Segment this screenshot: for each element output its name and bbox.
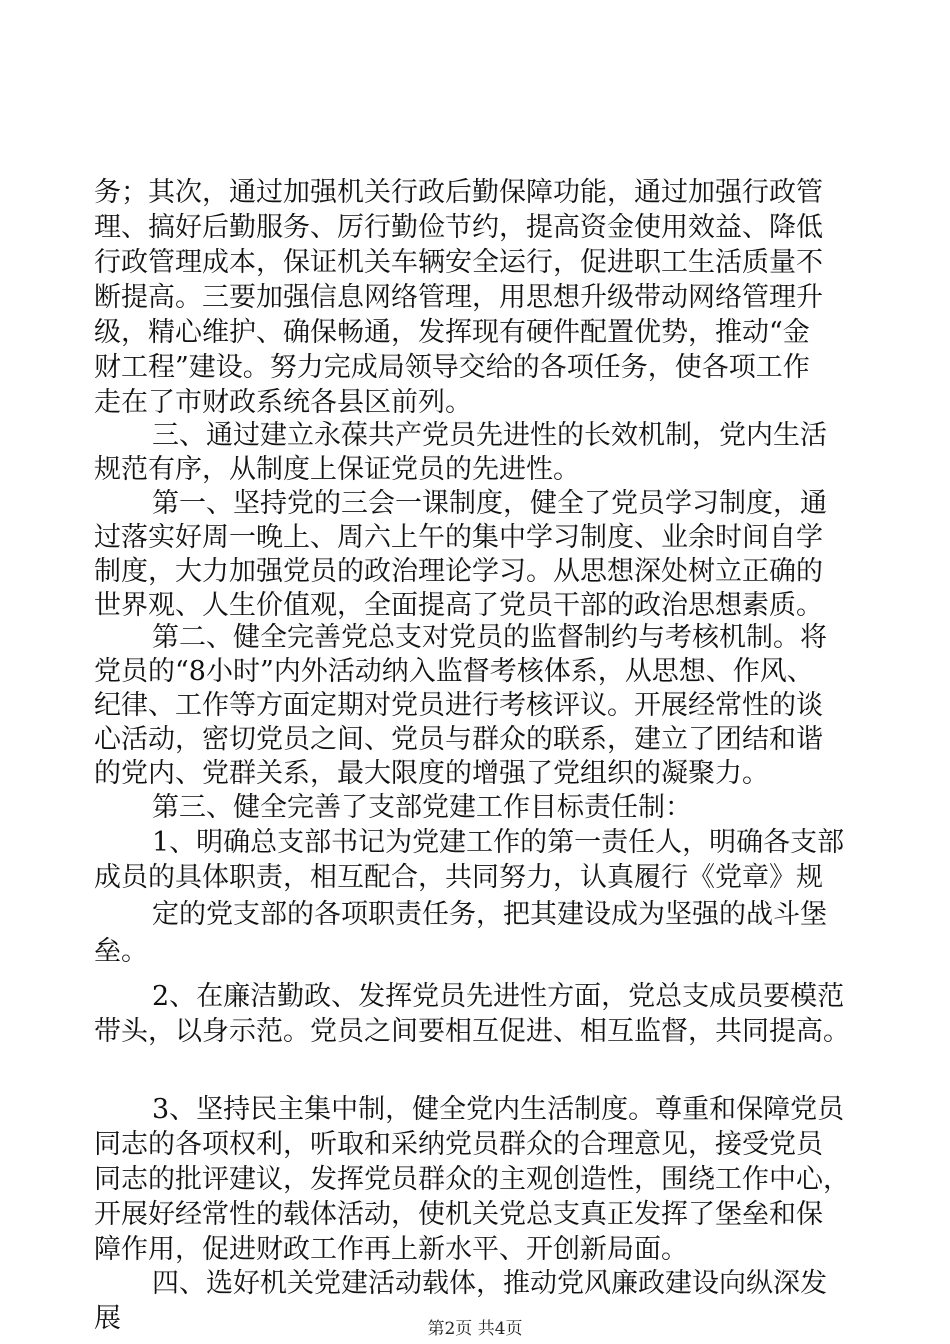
text-line: 心活动，密切党员之间、党员与群众的联系，建立了团结和谐 [94,724,823,755]
text-line: 3、坚持民主集中制，健全党内生活制度。尊重和保障党员 [152,1094,845,1125]
text-line: 1、明确总支部书记为党建工作的第一责任人，明确各支部 [152,827,845,858]
text-line: 走在了市财政系统各县区前列。 [94,387,472,418]
text-line: 务；其次，通过加强机关行政后勤保障功能，通过加强行政管 [94,177,823,208]
text-line: 同志的各项权利，听取和采纳党员群众的合理意见，接受党员 [94,1129,823,1160]
text-line: 制度，大力加强党员的政治理论学习。从思想深处树立正确的 [94,556,823,587]
text-line: 断提高。三要加强信息网络管理，用思想升级带动网络管理升 [94,282,823,313]
text-line: 级，精心维护、确保畅通，发挥现有硬件配置优势，推动“金 [94,317,810,348]
text-line: 纪律、工作等方面定期对党员进行考核评议。开展经常性的谈 [94,690,823,721]
text-line: 展 [94,1303,121,1334]
text-line: 世界观、人生价值观，全面提高了党员干部的政治思想素质。 [94,590,823,621]
text-line: 规范有序，从制度上保证党员的先进性。 [94,454,580,485]
text-line: 2、在廉洁勤政、发挥党员先进性方面，党总支成员要模范 [152,981,845,1012]
text-line: 第二、健全完善党总支对党员的监督制约与考核机制。将 [152,622,827,653]
text-line: 定的党支部的各项职责任务，把其建设成为坚强的战斗堡 [152,899,827,930]
text-line: 第三、健全完善了支部党建工作目标责任制： [152,792,692,823]
text-line: 党员的“8小时”内外活动纳入监督考核体系，从思想、作风、 [94,656,814,687]
text-line: 成员的具体职责，相互配合，共同努力，认真履行《党章》规 [94,862,823,893]
text-line: 第一、坚持党的三会一课制度，健全了党员学习制度，通 [152,488,827,519]
text-line: 财工程”建设。努力完成局领导交给的各项任务，使各项工作 [94,352,810,383]
text-line: 的党内、党群关系，最大限度的增强了党组织的凝聚力。 [94,758,769,789]
text-line: 垒。 [94,936,148,967]
text-line: 同志的批评建议，发挥党员群众的主观创造性，围绕工作中心， [94,1164,850,1195]
text-line: 理、搞好后勤服务、厉行勤俭节约，提高资金使用效益、降低 [94,212,823,243]
text-line: 带头，以身示范。党员之间要相互促进、相互监督，共同提高。 [94,1016,850,1047]
text-line: 障作用，促进财政工作再上新水平、开创新局面。 [94,1234,688,1265]
page-footer: 第2页 共4页 [427,1319,523,1339]
section-heading-line: 四、选好机关党建活动载体，推动党风廉政建设向纵深发 [152,1268,827,1299]
text-line: 过落实好周一晚上、周六上午的集中学习制度、业余时间自学 [94,522,823,553]
text-line: 行政管理成本，保证机关车辆安全运行，促进职工生活质量不 [94,247,823,278]
section-heading-line: 三、通过建立永葆共产党员先进性的长效机制，党内生活 [152,420,827,451]
text-line: 开展好经常性的载体活动，使机关党总支真正发挥了堡垒和保 [94,1199,823,1230]
